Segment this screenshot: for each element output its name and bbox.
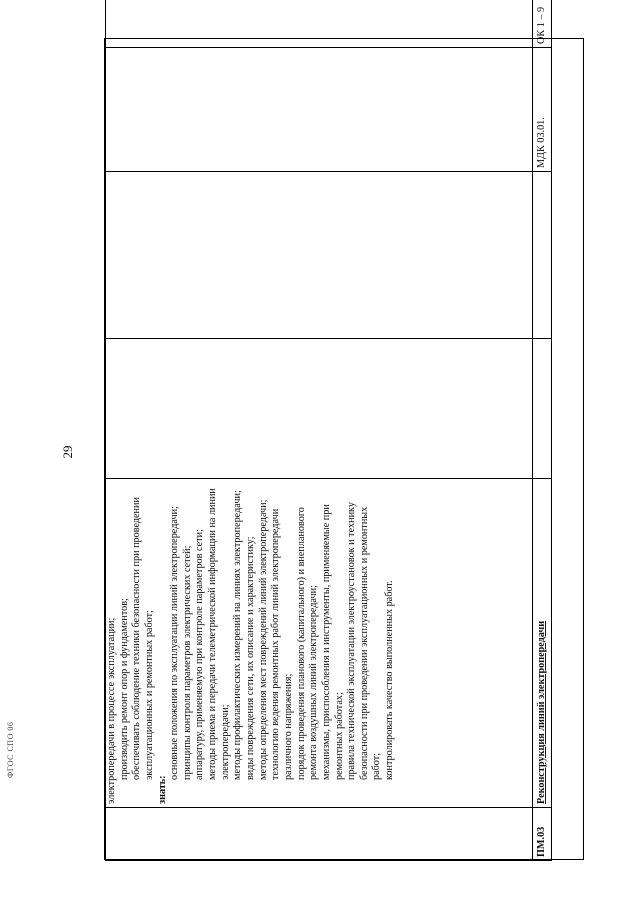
req-line: порядок проведения планового (капитального) и внепланового ремонта воздушных линий электропередачи; bbox=[295, 507, 320, 780]
code-cell-empty bbox=[106, 808, 533, 861]
curriculum-table bbox=[105, 0, 552, 861]
req-line: механизмы, приспособления и инструменты, применяемые при ремонтных работах; bbox=[320, 504, 345, 780]
curriculum-table-frame bbox=[104, 6, 584, 860]
module-code: ПМ.03 bbox=[533, 808, 552, 861]
module-title: Реконструкция линий электропередачи bbox=[535, 620, 547, 804]
req-line: технологию ведения ремонтных работ линий электропередачи различного напряжения; bbox=[270, 508, 294, 780]
req-line: контролировать качество выполненных работ. bbox=[384, 580, 396, 780]
req-line: аппаратуру, применяемую при контроле параметров сети; bbox=[194, 529, 206, 780]
req-heading: знать: bbox=[156, 775, 168, 804]
course-code: МДК 03.01. bbox=[533, 48, 552, 172]
table-row bbox=[106, 0, 533, 861]
table-row bbox=[533, 0, 552, 861]
req-line: основные положения по эксплуатации линий электропередачи; bbox=[169, 506, 181, 780]
requirements-cell bbox=[106, 479, 533, 808]
rotated-table-wrapper bbox=[105, 6, 585, 861]
empty-cell bbox=[106, 48, 533, 172]
req-line: производить ремонт опор и фундаментов; bbox=[118, 598, 130, 780]
req-line: методы профилактических измерений на линиях электропередачи; bbox=[232, 490, 244, 780]
req-line: электропередачи в процессе эксплуатации; bbox=[106, 617, 117, 804]
empty-cell bbox=[533, 339, 552, 479]
req-line: правила технической эксплуатации электроустановок и технику безопасности при проведении эксплуатационных и ремонтных работ; bbox=[346, 502, 383, 780]
competence-code: ОК 1 – 9 bbox=[533, 0, 552, 48]
empty-cell bbox=[106, 339, 533, 479]
module-title-cell bbox=[533, 479, 552, 808]
req-line: обеспечивать соблюдение техники безопасности при проведении эксплуатационных и ремонтных работ; bbox=[131, 497, 155, 780]
empty-cell bbox=[106, 172, 533, 339]
req-line: виды повреждения сети, их описание и характеристику; bbox=[245, 536, 257, 780]
req-line: принципы контроля параметров электрических сетей; bbox=[181, 545, 193, 780]
footer-mark: ФГОС СПО 06 bbox=[6, 721, 15, 778]
empty-cell bbox=[533, 172, 552, 339]
req-line: методы приема и передачи телеметрической информации на линии электропередачи; bbox=[207, 488, 231, 780]
empty-cell bbox=[106, 0, 533, 48]
page-number: 29 bbox=[60, 445, 75, 459]
req-line: методы определения мест повреждений линий электропередачи; bbox=[257, 499, 269, 780]
